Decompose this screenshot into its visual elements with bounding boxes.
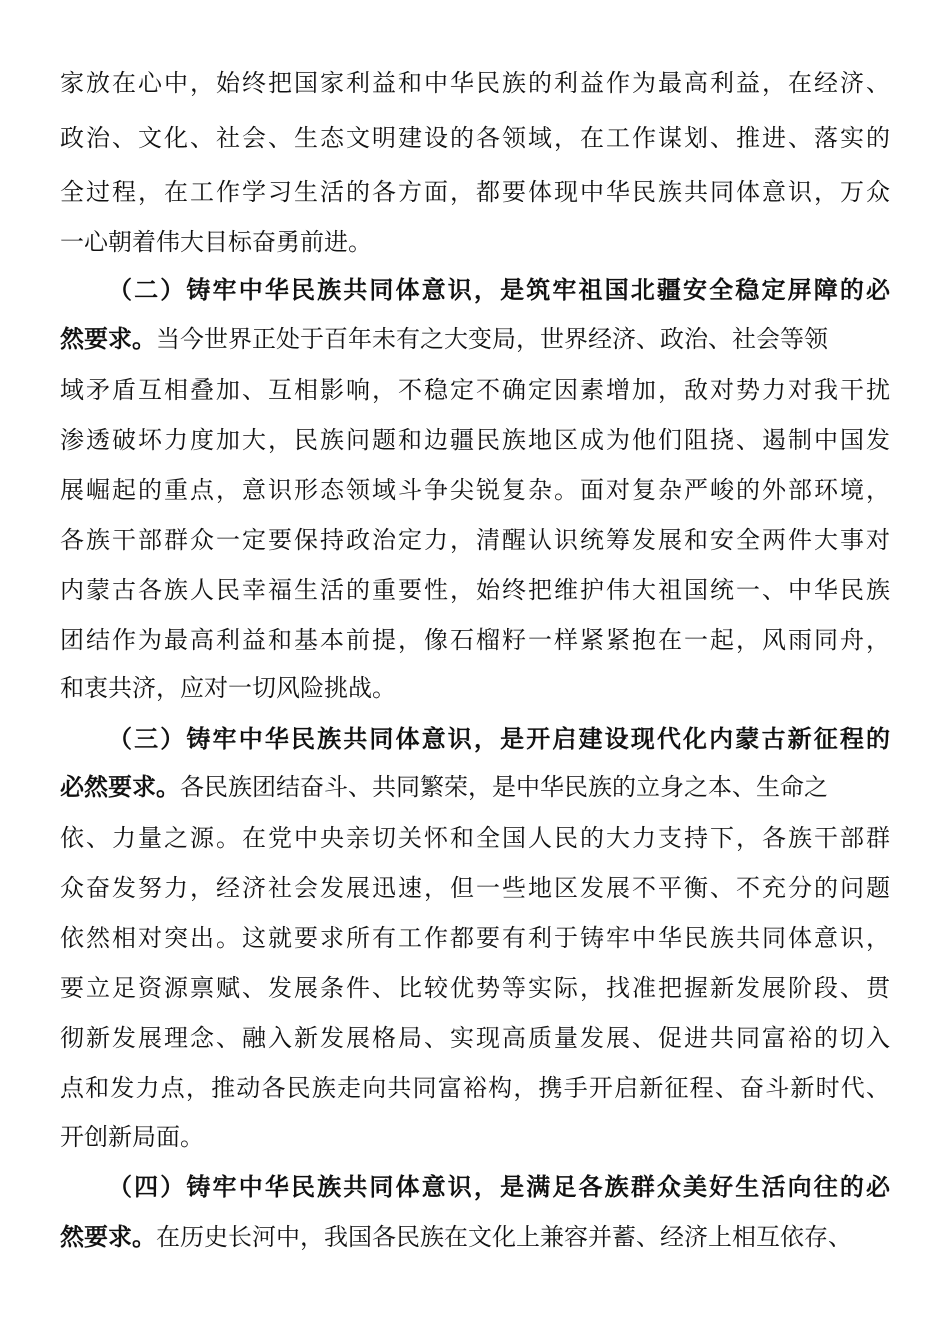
text-line: 各族干部群众一定要保持政治定力，清醒认识统筹发展和安全两件大事对 xyxy=(60,526,890,554)
text-line: 全过程，在工作学习生活的各方面，都要体现中华民族共同体意识，万众 xyxy=(60,178,890,206)
mixed-line xyxy=(60,319,890,359)
text-segment: 在历史长河中，我国各民族在文化上兼容并蓄、经济上相互依存、 xyxy=(156,1223,852,1251)
text-line: 要立足资源禀赋、发展条件、比较优势等实际，找准把握新发展阶段、贯 xyxy=(60,974,890,1002)
text-segment: 各民族团结奋斗、共同繁荣，是中华民族的立身之本、生命之 xyxy=(180,773,828,801)
text-line: 和衷共济，应对一切风险挑战。 xyxy=(60,674,396,702)
section-heading-end: 然要求。 xyxy=(60,1222,156,1251)
text-line: 点和发力点，推动各民族走向共同富裕构，携手开启新征程、奋斗新时代、 xyxy=(60,1074,890,1102)
section-heading-end: 必然要求。 xyxy=(60,772,180,801)
text-line: 内蒙古各族人民幸福生活的重要性，始终把维护伟大祖国统一、中华民族 xyxy=(60,576,890,604)
text-line: 域矛盾互相叠加、互相影响，不稳定不确定因素增加，敌对势力对我干扰 xyxy=(60,376,890,404)
text-line: 依、力量之源。在党中央亲切关怀和全国人民的大力支持下，各族干部群 xyxy=(60,824,890,852)
text-line: 一心朝着伟大目标奋勇前进。 xyxy=(60,228,372,256)
text-segment: 当今世界正处于百年未有之大变局，世界经济、政治、社会等领 xyxy=(156,325,828,353)
text-line: 团结作为最高利益和基本前提，像石榴籽一样紧紧抱在一起，风雨同舟， xyxy=(60,626,890,654)
mixed-line xyxy=(60,767,890,807)
text-line: 展崛起的重点，意识形态领域斗争尖锐复杂。面对复杂严峻的外部环境， xyxy=(60,476,890,504)
text-line: 政治、文化、社会、生态文明建设的各领域，在工作谋划、推进、落实的 xyxy=(60,124,890,152)
text-line: 依然相对突出。这就要求所有工作都要有利于铸牢中华民族共同体意识， xyxy=(60,924,890,952)
section-heading-line: （四）铸牢中华民族共同体意识，是满足各族群众美好生活向往的必 xyxy=(108,1172,890,1201)
section-heading-line: （三）铸牢中华民族共同体意识，是开启建设现代化内蒙古新征程的 xyxy=(108,724,890,753)
text-line: 家放在心中，始终把国家利益和中华民族的利益作为最高利益，在经济、 xyxy=(60,69,890,97)
section-heading-end: 然要求。 xyxy=(60,324,156,353)
mixed-line xyxy=(60,1217,890,1257)
text-line: 众奋发努力，经济社会发展迅速，但一些地区发展不平衡、不充分的问题 xyxy=(60,874,890,902)
text-line: 彻新发展理念、融入新发展格局、实现高质量发展、促进共同富裕的切入 xyxy=(60,1024,890,1052)
text-line: 渗透破坏力度加大，民族问题和边疆民族地区成为他们阻挠、遏制中国发 xyxy=(60,426,890,454)
text-line: 开创新局面。 xyxy=(60,1123,204,1151)
section-heading-line: （二）铸牢中华民族共同体意识，是筑牢祖国北疆安全稳定屏障的必 xyxy=(108,275,890,304)
